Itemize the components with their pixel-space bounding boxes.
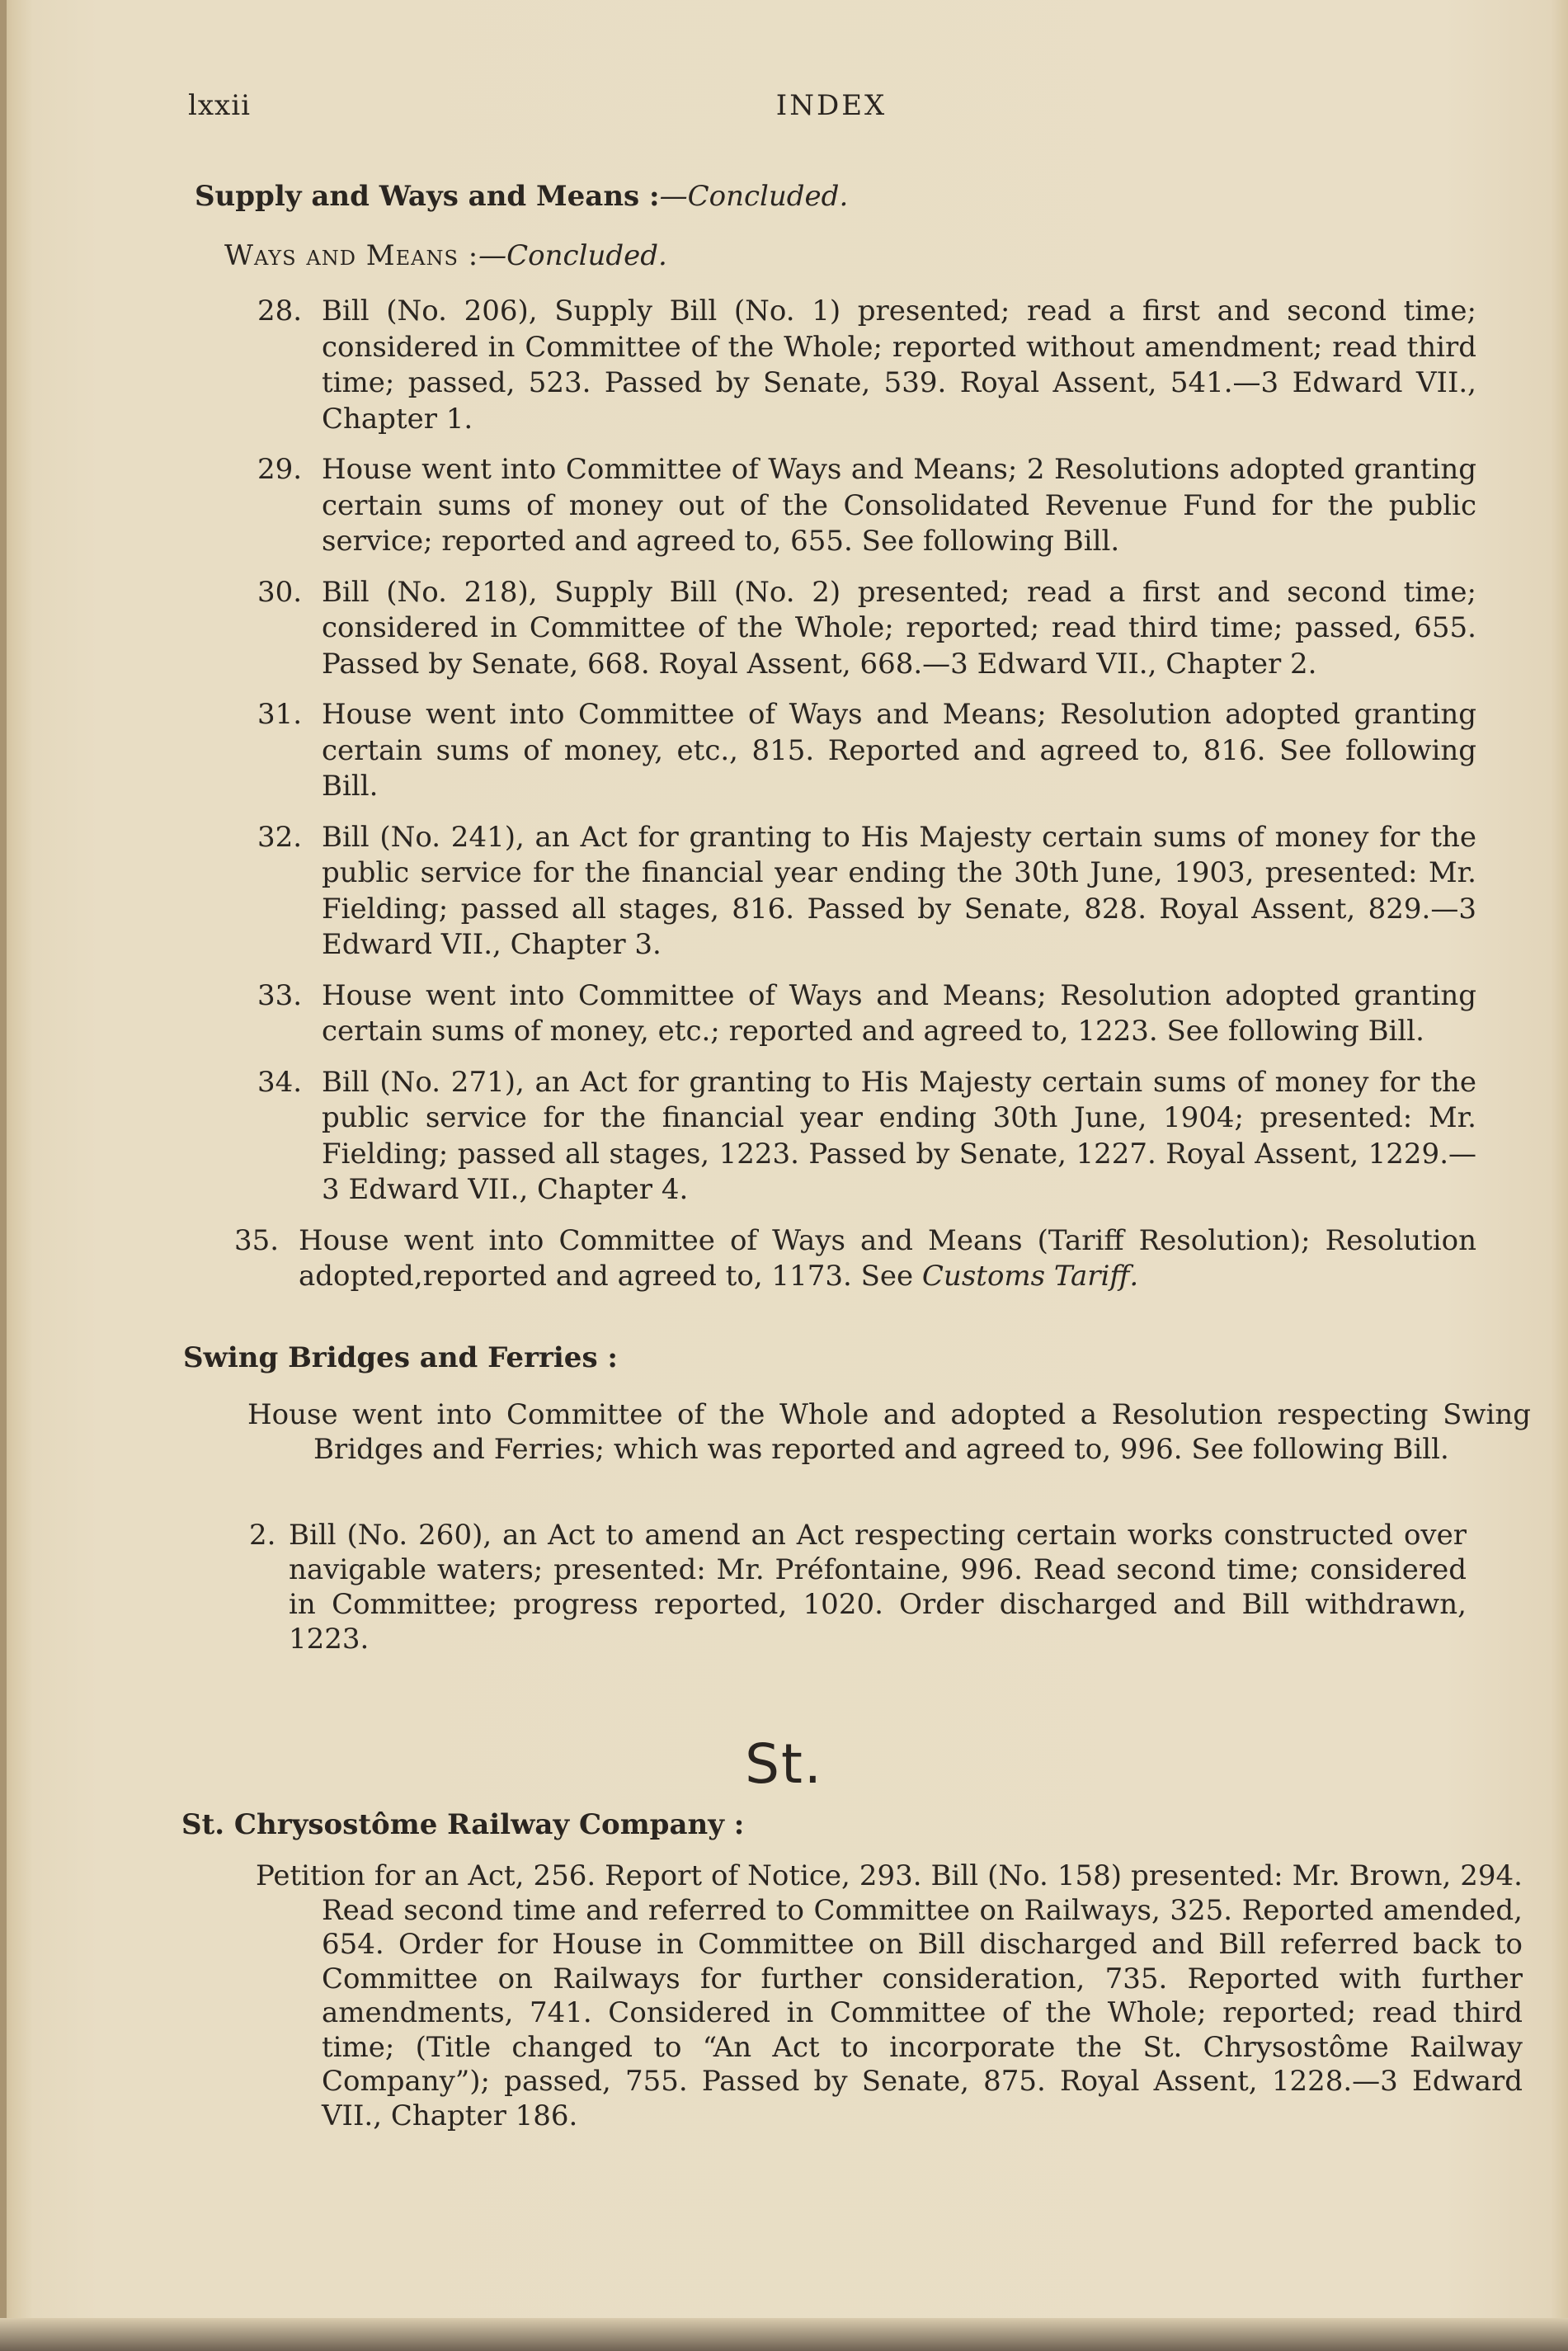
- subheading-ways-and-means: [224, 239, 667, 272]
- entry-text: Bill (No. 241), an Act for granting to His Majesty certain sums of money for the public service for the financial year ending the 30th June, 1903, presented: Mr. Fielding; passed all stages, 816. Passed by Senate, 828. Royal Assent, 829.—3 Edward VII., Chapter 3.: [322, 820, 1476, 961]
- entry-number: 35.: [234, 1223, 280, 1257]
- swing-entries-list: [249, 1518, 1467, 1671]
- heading-supply: [195, 180, 848, 213]
- running-head: [188, 89, 1475, 130]
- entry-number: 31.: [257, 698, 303, 731]
- entry-number: 32.: [257, 820, 303, 854]
- list-item: [257, 575, 1476, 683]
- entry-text: House went into Committee of Ways and Means; 2 Resolutions adopted granting certain sums of money out of the Consolidated Revenue Fund for the public service; reported and agreed to, 655. See following Bill.: [322, 453, 1476, 558]
- list-item: [234, 1223, 1476, 1295]
- entry-number: 2.: [249, 1519, 276, 1552]
- page-spine-shadow: [0, 0, 7, 2351]
- entry-text-see-also: Customs Tariff.: [921, 1260, 1139, 1293]
- page-bottom-edge: [0, 2318, 1568, 2351]
- subheading-ways-and-means-text: Ways and Means :: [224, 239, 479, 272]
- swing-paragraph: House went into Committee of the Whole and adopted a Resolution respecting Swing Bridges and Ferries; which was reported and agreed to, 996. See following Bill.: [247, 1398, 1531, 1466]
- entry-text: Bill (No. 271), an Act for granting to His Majesty certain sums of money for the public service for the financial year ending 30th June, 1904; presented: Mr. Fielding; passed all stages, 1223. Passed by Senate, 1227. Royal Assent, 1229.—3 Edward VII., Chapter 4.: [322, 1065, 1476, 1206]
- entry-number: 29.: [257, 453, 303, 486]
- list-item: [257, 820, 1476, 963]
- entry-text: Bill (No. 218), Supply Bill (No. 2) presented; read a first and second time; considered in Committee of the Whole; reported; read third time; passed, 655. Passed by Senate, 668. Royal Assent, 668.—3 Edward VII., Chapter 2.: [322, 575, 1476, 681]
- section-letter: St.: [745, 1732, 823, 1796]
- list-item: [249, 1518, 1467, 1656]
- heading-swing-bridges: Swing Bridges and Ferries :: [183, 1341, 618, 1374]
- list-item: [257, 978, 1476, 1050]
- heading-supply-concluded: —Concluded.: [659, 180, 849, 213]
- entry-text: House went into Committee of Ways and Means; Resolution adopted granting certain sums of money, etc., 815. Reported and agreed to, 816. See following Bill.: [322, 698, 1476, 803]
- list-item: [257, 1065, 1476, 1208]
- entry-number: 28.: [257, 294, 303, 327]
- supply-entries-list: [234, 294, 1476, 1310]
- heading-st-chrysostome: St. Chrysostôme Railway Company :: [181, 1808, 745, 1841]
- entry-text: House went into Committee of Ways and Means; Resolution adopted granting certain sums of money, etc.; reported and agreed to, 1223. See following Bill.: [322, 978, 1476, 1048]
- list-item: [257, 697, 1476, 805]
- list-item: [257, 294, 1476, 437]
- entry-text: House went into Committee of Ways and Means (Tariff Resolution); Resolution adopted,reported and agreed to, 1173. See: [299, 1223, 1476, 1293]
- entry-text: Bill (No. 206), Supply Bill (No. 1) presented; read a first and second time; considered in Committee of the Whole; reported without amendment; read third time; passed, 523. Passed by Senate, 539. Royal Assent, 541.—3 Edward VII., Chapter 1.: [322, 294, 1476, 436]
- entry-text: Bill (No. 260), an Act to amend an Act respecting certain works constructed over navigable waters; presented: Mr. Préfontaine, 996. Read second time; considered in Committee; progress reported, 1020. Order discharged and Bill withdrawn, 1223.: [289, 1519, 1467, 1656]
- subheading-concluded: —Concluded.: [478, 239, 667, 272]
- page-header-title: INDEX: [775, 89, 888, 122]
- entry-number: 34.: [257, 1065, 303, 1099]
- chrysostome-paragraph: Petition for an Act, 256. Report of Notice, 293. Bill (No. 158) presented: Mr. Brown, 294. Read second time and referred to Committee on Railways, 325. Reported amended, 654. Order for House in Committee on Bill discharged and Bill referred back to Committee on Railways for further consideration, 735. Reported with further amendments, 741. Considered in Committee of the Whole; reported; read third time; (Title changed to “An Act to incorporate the St. Chrysostôme Railway Company”); passed, 755. Passed by Senate, 875. Royal Assent, 1228.—3 Edward VII., Chapter 186.: [256, 1859, 1523, 2132]
- heading-supply-text: Supply and Ways and Means :: [195, 180, 660, 213]
- entry-number: 30.: [257, 575, 303, 609]
- page-folio: lxxii: [188, 89, 251, 122]
- entry-number: 33.: [257, 978, 303, 1012]
- list-item: [257, 452, 1476, 560]
